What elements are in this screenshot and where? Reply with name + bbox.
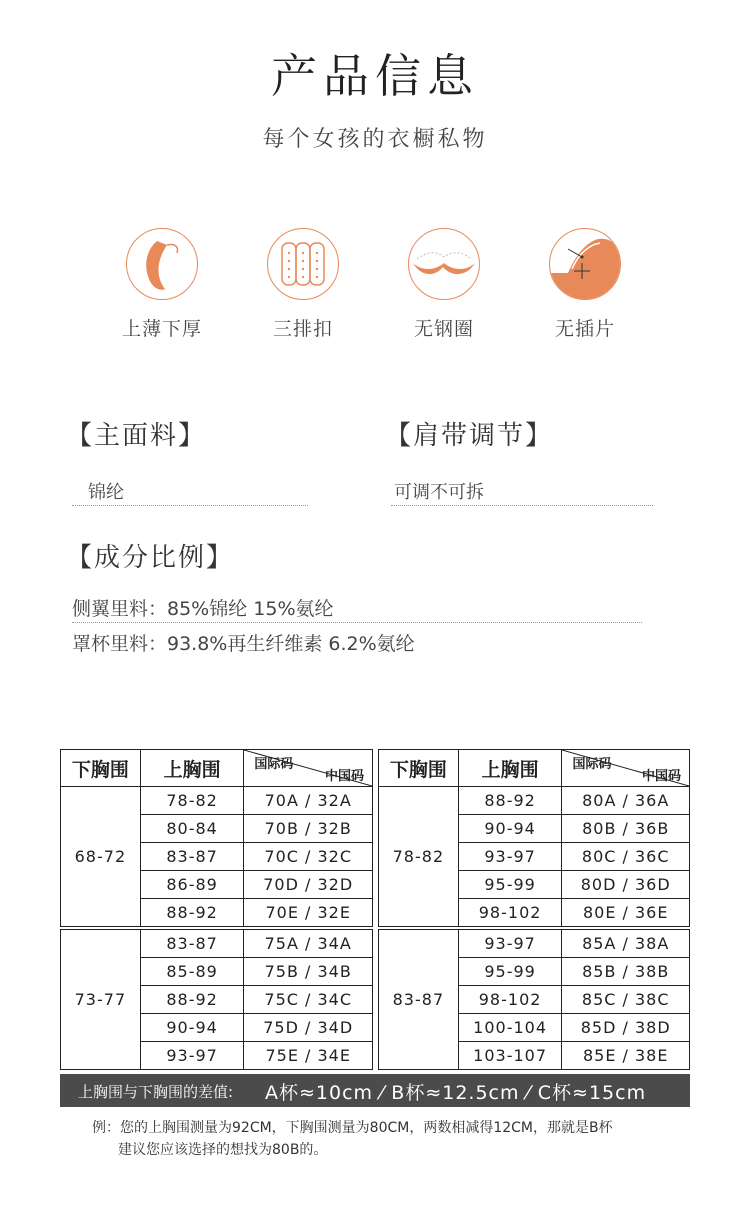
strap-divider [391, 505, 653, 506]
size-cell: 70A / 32A [244, 787, 373, 815]
size-cell: 75E / 34E [244, 1042, 373, 1070]
over-bust-cell: 93-97 [140, 1042, 244, 1070]
size-cell: 85C / 38C [562, 986, 690, 1014]
over-bust-cell: 86-89 [140, 871, 244, 899]
under-bust-cell: 73-77 [61, 928, 141, 1070]
cup-difference-label: 上胸围与下胸围的差值: [78, 1083, 234, 1101]
table-row [61, 787, 373, 815]
over-bust-cell: 95-99 [458, 958, 562, 986]
over-bust-cell: 85-89 [140, 958, 244, 986]
size-example-note [92, 1117, 692, 1161]
over-bust-cell: 88-92 [140, 986, 244, 1014]
strap-heading: 【肩带调节】 [385, 421, 554, 451]
three-row-hook-icon [267, 228, 339, 300]
size-cell: 80E / 36E [562, 899, 690, 929]
size-cell: 75A / 34A [244, 928, 373, 958]
over-bust-cell: 103-107 [458, 1042, 562, 1070]
under-bust-cell: 78-82 [379, 787, 459, 929]
size-table-header [61, 750, 373, 787]
col-over-bust: 上胸围 [458, 750, 562, 787]
thin-top-thick-bottom-icon [126, 228, 198, 300]
feature-three-row-hook [233, 228, 373, 341]
cup-difference-values: A杯≈10cm ⁄ B杯≈12.5cm ⁄ C杯≈15cm [265, 1082, 647, 1104]
page-subtitle: 每个女孩的衣橱私物 [262, 127, 488, 152]
feature-label: 上薄下厚 [121, 318, 202, 340]
size-cell: 85B / 38B [562, 958, 690, 986]
size-cell: 80B / 36B [562, 815, 690, 843]
over-bust-cell: 93-97 [458, 928, 562, 958]
over-bust-cell: 98-102 [458, 986, 562, 1014]
composition-row: 侧翼里料：85%锦纶 15%氨纶 [72, 594, 642, 623]
col-size-code [244, 750, 373, 787]
size-cell: 85A / 38A [562, 928, 690, 958]
size-cell: 70B / 32B [244, 815, 373, 843]
feature-wire-free [374, 228, 514, 341]
feature-label: 三排扣 [272, 318, 333, 340]
size-cell: 85D / 38D [562, 1014, 690, 1042]
feature-thin-top-thick-bottom [92, 228, 232, 341]
over-bust-cell: 83-87 [140, 843, 244, 871]
no-insert-icon [549, 228, 621, 300]
over-bust-cell: 88-92 [140, 899, 244, 929]
page-title: 产品信息 [271, 49, 479, 103]
table-row [379, 787, 690, 815]
fabric-value: 锦纶 [88, 482, 124, 503]
over-bust-cell: 90-94 [458, 815, 562, 843]
size-cell: 80C / 36C [562, 843, 690, 871]
over-bust-cell: 100-104 [458, 1014, 562, 1042]
composition-heading: 【成分比例】 [66, 543, 235, 573]
col-over-bust: 上胸围 [140, 750, 244, 787]
size-cell: 75B / 34B [244, 958, 373, 986]
example-line: 例：您的上胸围测量为92CM，下胸围测量为80CM，两数相减得12CM，那就是B杯 [92, 1120, 613, 1136]
size-cell: 75C / 34C [244, 986, 373, 1014]
col-intl-label: 国际码 [572, 757, 612, 772]
size-table-header [379, 750, 690, 787]
over-bust-cell: 98-102 [458, 899, 562, 929]
under-bust-cell: 68-72 [61, 787, 141, 929]
col-size-code [562, 750, 690, 787]
wire-free-icon [408, 228, 480, 300]
col-under-bust: 下胸围 [61, 750, 141, 787]
table-row [379, 928, 690, 958]
under-bust-cell: 83-87 [379, 928, 459, 1070]
size-cell: 75D / 34D [244, 1014, 373, 1042]
example-line: 建议您应该选择的想找为80B的。 [118, 1142, 328, 1158]
size-cell: 85E / 38E [562, 1042, 690, 1070]
feature-no-insert [515, 228, 655, 341]
over-bust-cell: 95-99 [458, 871, 562, 899]
feature-label: 无钢圈 [413, 318, 474, 340]
over-bust-cell: 90-94 [140, 1014, 244, 1042]
size-table-right [378, 749, 690, 1070]
over-bust-cell: 78-82 [140, 787, 244, 815]
col-cn-label: 中国码 [324, 769, 364, 784]
over-bust-cell: 80-84 [140, 815, 244, 843]
strap-value: 可调不可拆 [394, 482, 484, 503]
size-cell: 70D / 32D [244, 871, 373, 899]
size-cell: 70C / 32C [244, 843, 373, 871]
composition-row: 罩杯里料：93.8%再生纤维素 6.2%氨纶 [72, 633, 415, 655]
fabric-heading: 【主面料】 [66, 421, 207, 451]
col-under-bust: 下胸围 [379, 750, 459, 787]
size-cell: 80D / 36D [562, 871, 690, 899]
over-bust-cell: 88-92 [458, 787, 562, 815]
over-bust-cell: 93-97 [458, 843, 562, 871]
cup-difference-bar [60, 1074, 690, 1107]
fabric-divider [72, 505, 308, 506]
table-row [61, 928, 373, 958]
size-table-left [60, 749, 373, 1070]
over-bust-cell: 83-87 [140, 928, 244, 958]
col-cn-label: 中国码 [641, 769, 681, 784]
size-cell: 70E / 32E [244, 899, 373, 929]
size-cell: 80A / 36A [562, 787, 690, 815]
feature-label: 无插片 [554, 318, 615, 340]
col-intl-label: 国际码 [254, 757, 294, 772]
